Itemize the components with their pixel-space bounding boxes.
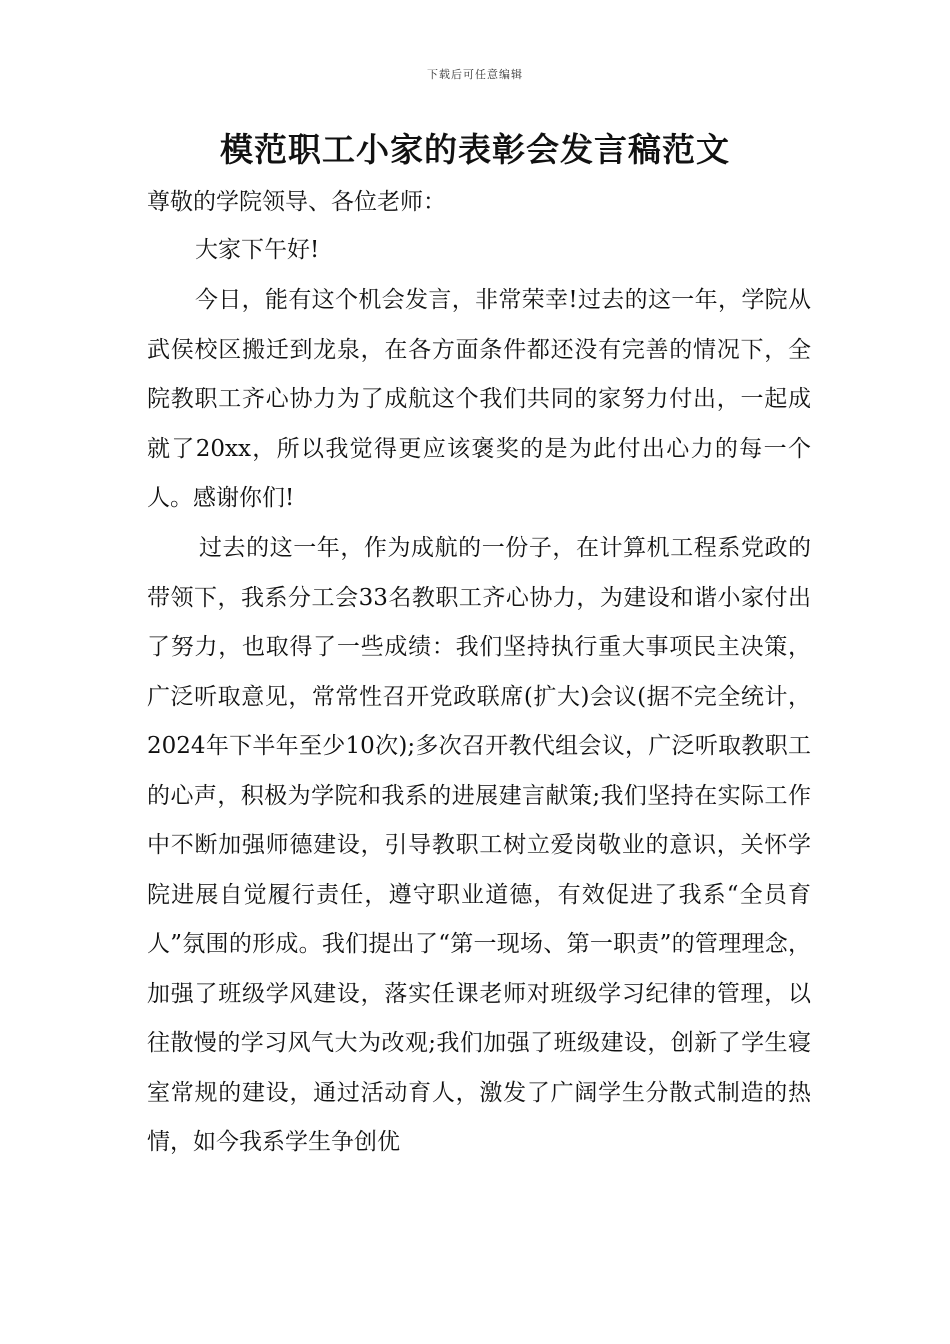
- paragraph-greeting: 大家下午好!: [195, 237, 320, 263]
- salutation: 尊敬的学院领导、各位老师：: [147, 189, 446, 215]
- paragraph-2: 过去的这一年，作为成航的一份子，在计算机工程系党政的带领下，我系分工会33名教职工齐心协力，为建设和谐小家付出了努力，也取得了一些成绩：我们坚持执行重大事项民主决策，广泛听取意见，常常性召开党政联席(扩大)会议(据不完全统计，2024年下半年至少10次);多次召开教代组会议，广泛听取教职工的心声，积极为学院和我系的进展建言献策;我们坚持在实际工作中不断加强师德建设，引导教职工树立爱岗敬业的意识，关怀学院进展自觉履行责任，遵守职业道德，有效促进了我系“全员育人”氛围的形成。我们提出了“第一现场、第一职责”的管理理念，加强了班级学风建设，落实任课老师对班级学习纪律的管理，以往散慢的学习风气大为改观;我们加强了班级建设，创新了学生寝室常规的建设，通过活动育人，激发了广阔学生分散式制造的热情，如今我系学生争创优: [147, 535, 811, 1155]
- document-title: 模范职工小家的表彰会发言稿范文: [220, 130, 730, 169]
- paragraph-1: 今日，能有这个机会发言，非常荣幸!过去的这一年，学院从武侯校区搬迁到龙泉，在各方面条件都还没有完善的情况下，全院教职工齐心协力为了成航这个我们共同的家努力付出，一起成就了20xx，所以我觉得更应该褒奖的是为此付出心力的每一个人。感谢你们!: [147, 287, 811, 511]
- header-note: 下载后可任意编辑: [427, 68, 523, 81]
